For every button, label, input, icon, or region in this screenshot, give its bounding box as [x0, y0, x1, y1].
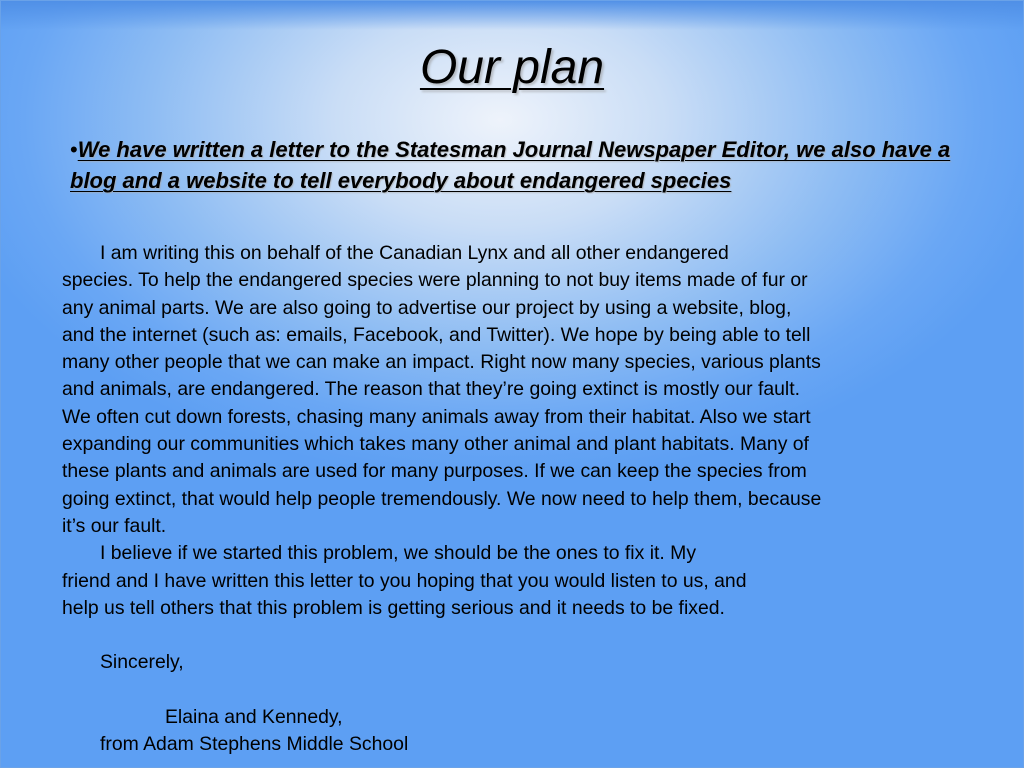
letter-line: help us tell others that this problem is getting serious and it needs to be fixed.: [62, 596, 725, 619]
letter-line: I believe if we started this problem, we should be the ones to fix it. My: [100, 542, 697, 565]
letter-line: friend and I have written this letter to you hoping that you would listen to us, and: [62, 569, 747, 592]
letter-line: going extinct, that would help people tremendously. We now need to help them, because: [62, 487, 822, 510]
letter-line: these plants and animals are used for many purposes. If we can keep the species from: [62, 460, 807, 483]
letter-line: any animal parts. We are also going to advertise our project by using a website, blog,: [62, 296, 792, 319]
letter-line: I am writing this on behalf of the Canadian Lynx and all other endangered: [100, 242, 729, 264]
letter-line: it’s our fault.: [62, 514, 167, 537]
bullet-marker: •: [70, 137, 78, 162]
letter-line: and animals, are endangered. The reason that they’re going extinct is mostly our fault.: [62, 378, 800, 401]
letter-line: many other people that we can make an impact. Right now many species, various plants: [62, 351, 821, 374]
letter-line: species. To help the endangered species were planning to not buy items made of fur or: [62, 269, 808, 292]
slide-title: Our plan: [419, 41, 605, 94]
letter-line: expanding our communities which takes many other animal and plant habitats. Many of: [62, 433, 809, 456]
letter-signature: Elaina and Kennedy,: [165, 706, 343, 729]
letter-line: We often cut down forests, chasing many animals away from their habitat. Also we start: [62, 405, 811, 428]
letter-school: from Adam Stephens Middle School: [100, 733, 409, 756]
letter-line: and the internet (such as: emails, Facebook, and Twitter). We hope by being able to tell: [62, 323, 811, 346]
bullet-text: We have written a letter to the Statesman Journal Newspaper Editor, we also have a blog and a website to tell everybody about endangered species: [70, 137, 951, 193]
letter-closing: Sincerely,: [100, 651, 184, 674]
